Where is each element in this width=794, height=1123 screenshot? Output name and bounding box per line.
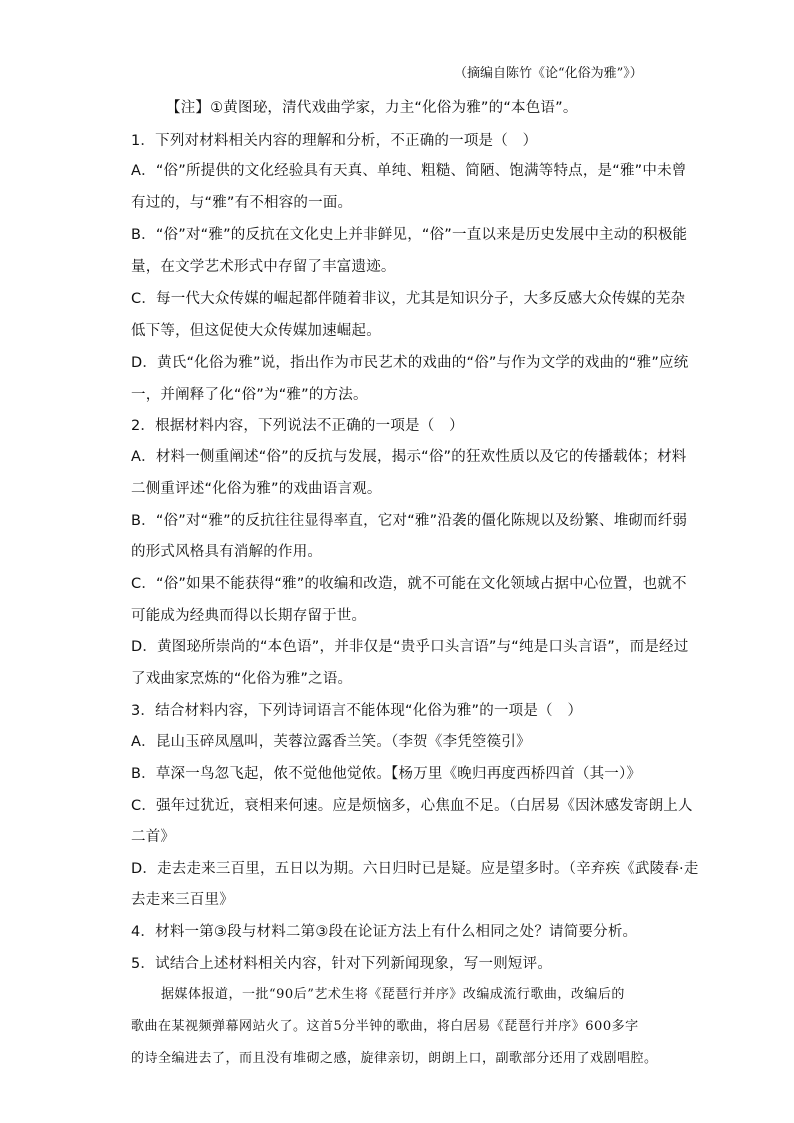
news-line-2: 歌曲在某视频弹幕网站火了。这首5分半钟的歌曲，将白居易《琵琶行并序》600多字 [131,1019,639,1034]
q2-option-c-line2: 可能成为经典而得以长期存留于世。 [131,608,367,624]
q1-option-d-line1: D．黄氏“化俗为雅”说，指出作为市民艺术的戏曲的“俗”与作为文学的戏曲的“雅”应统 [131,355,689,371]
q3-option-a: A．昆山玉碎凤凰叫，芙蓉泣露香兰笑。（李贺《李凭箜篌引》 [131,734,531,750]
news-line-1: 据媒体报道，一批“90后”艺术生将《琵琶行并序》改编成流行歌曲，改编后的 [161,987,625,1002]
q3-option-d-line1: D．走去走来三百里，五日以为期。六日归时已是疑。应是望多时。（辛弃疾《武陵春·走 [131,861,699,877]
q2-option-d-line1: D．黄图珌所崇尚的“本色语”，并非仅是“贵乎口头言语”与“纯是口头言语”，而是经过 [131,639,689,655]
q2-option-a-line1: A．材料一侧重阐述“俗”的反抗与发展，揭示“俗”的狂欢性质以及它的传播载体；材料 [131,449,687,465]
question-1-stem: 1．下列对材料相关内容的理解和分析，不正确的一项是（ ） [131,133,538,149]
question-5: 5．试结合上述材料相关内容，针对下列新闻现象，写一则短评。 [131,956,553,972]
q2-option-b-line2: 的形式风格具有消解的作用。 [131,544,323,560]
source-citation: （摘编自陈竹《论“化俗为雅”》） [454,66,643,81]
q1-option-a-line2: 有过的，与“雅”有不相容的一面。 [131,195,353,211]
news-line-3: 的诗全编进去了，而且没有堆砌之感，旋律亲切，朗朗上口，副歌部分还用了戏剧唱腔。 [131,1051,658,1066]
q2-option-b-line1: B．“俗”对“雅”的反抗往往显得率直，它对“雅”沿袭的僵化陈规以及纷繁、堆砌而纤弱 [131,513,688,529]
q3-option-b: B．草深一鸟忽飞起，侬不觉他他觉侬。【杨万里《晚归再度西桥四首（其一）》 [131,766,642,782]
q2-option-a-line2: 二侧重评述“化俗为雅”的戏曲语言观。 [131,481,382,497]
q1-option-d-line2: 一，并阐释了化“俗”为“雅”的方法。 [131,387,368,403]
question-4: 4．材料一第③段与材料二第③段在论证方法上有什么相同之处？请简要分析。 [131,924,638,940]
q2-option-c-line1: C．“俗”如果不能获得“雅”的收编和改造，就不可能在文化领域占据中心位置，也就不 [131,576,687,592]
q1-option-c-line2: 低下等，但这促使大众传媒加速崛起。 [131,323,381,339]
q3-option-c-line1: C．强年过犹近，衰相来何速。应是烦恼多，心焦血不足。（白居易《因沐感发寄朗上人 [131,798,693,814]
q1-option-b-line1: B．“俗”对“雅”的反抗在文化史上并非鲜见，“俗”一直以来是历史发展中主动的积极能 [131,227,688,243]
q1-option-a-line1: A．“俗”所提供的文化经验具有天真、单纯、粗糙、简陋、饱满等特点，是“雅”中未曾 [131,163,687,179]
question-2-stem: 2．根据材料内容，下列说法不正确的一项是（ ） [131,418,464,434]
q1-option-c-line1: C．每一代大众传媒的崛起都伴随着非议，尤其是知识分子，大多反感大众传媒的芜杂 [131,291,686,307]
q1-option-b-line2: 量，在文学艺术形式中存留了丰富遗迹。 [131,259,396,275]
q2-option-d-line2: 了戏曲家烹炼的“化俗为雅”之语。 [131,671,353,687]
question-3-stem: 3．结合材料内容，下列诗词语言不能体现“化俗为雅”的一项是（ ） [131,703,583,719]
note: 【注】①黄图珌，清代戏曲学家，力主“化俗为雅”的“本色语”。 [166,100,578,116]
q3-option-c-line2: 二首》 [131,829,176,845]
q3-option-d-line2: 去走来三百里》 [131,892,234,908]
